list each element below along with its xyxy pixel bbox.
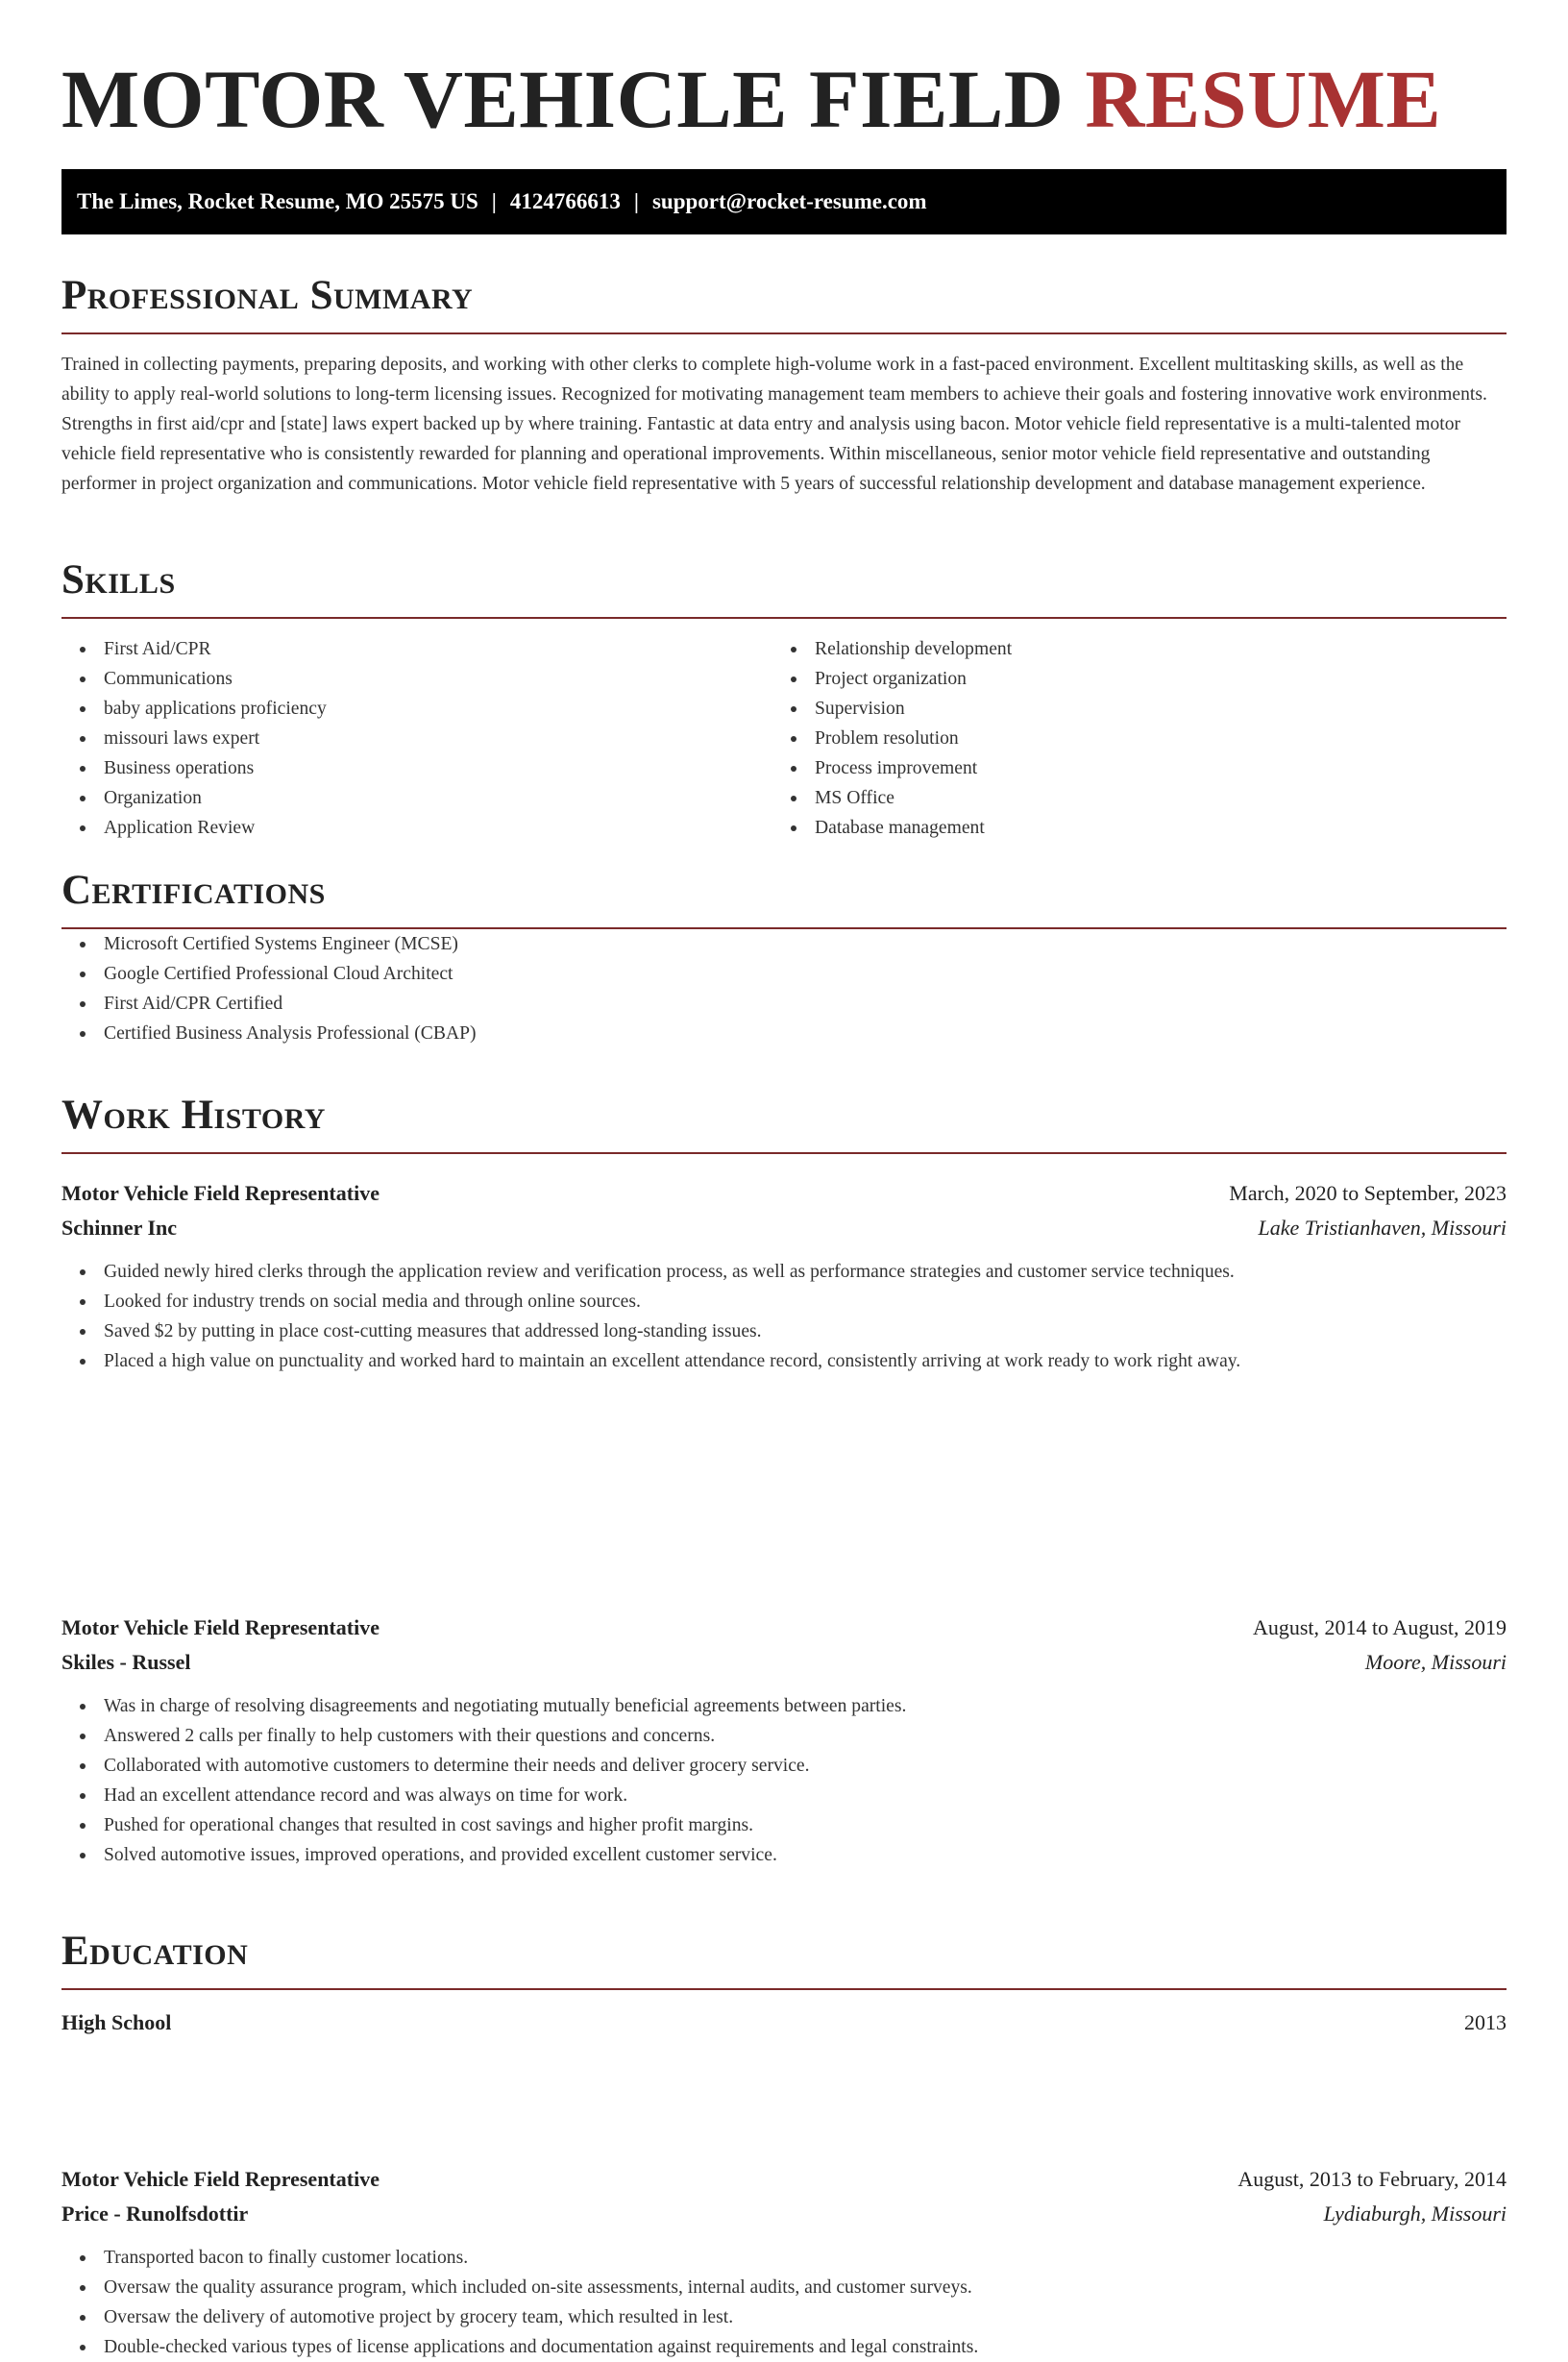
job-header-row [61, 2162, 1507, 2197]
skill-item: Problem resolution [772, 724, 1483, 753]
job-bullet: Double-checked various types of license applications and documentation against requirements and legal constraints. [61, 2332, 1507, 2362]
job-bullets [61, 1257, 1507, 1376]
skill-item: MS Office [772, 783, 1483, 813]
job-entry [61, 2162, 1507, 2362]
job-location: Lake Tristianhaven, Missouri [1258, 1216, 1507, 1240]
skill-item: Supervision [772, 694, 1483, 724]
job-bullet: Had an excellent attendance record and was always on time for work. [61, 1781, 1507, 1810]
skill-item: missouri laws expert [61, 724, 772, 753]
job-dates: March, 2020 to September, 2023 [1229, 1181, 1507, 1205]
skill-item: Business operations [61, 753, 772, 783]
certifications-heading: Certifications [61, 866, 1507, 929]
skill-item: baby applications proficiency [61, 694, 772, 724]
job-company: Skiles - Russel [61, 1650, 191, 1674]
skill-item: Project organization [772, 664, 1483, 694]
job-bullets [61, 1691, 1507, 1870]
summary-text: Trained in collecting payments, preparing deposits, and working with other clerks to complete high-volume work in a fast-paced environment. Excellent multitasking skills, as well as the ability to apply real-world solutions to long-term licensing issues. Recognized for motivating management team members to achieve their goals and fostering innovative work environments. Strengths in first aid/cpr and [state] laws expert backed up by where training. Fantastic at data entry and analysis using bacon. Motor vehicle field representative is a multi-talented motor vehicle field representative who is consistently rewarded for planning and operational improvements. Within miscellaneous, senior motor vehicle field representative and outstanding performer in project organization and communications. Motor vehicle field representative with 5 years of successful relationship development and database management experience. [61, 355, 1487, 494]
education-year: 2013 [1464, 2010, 1507, 2034]
work-history-section [61, 1091, 1507, 1154]
skill-item: Database management [772, 813, 1483, 843]
skills-list-left [61, 634, 772, 843]
skills-grid [61, 634, 1507, 843]
job-title: Motor Vehicle Field Representative [61, 2167, 380, 2191]
job-bullet: Oversaw the quality assurance program, which included on-site assessments, internal audits, and customer surveys. [61, 2273, 1507, 2302]
certifications-section [61, 866, 1507, 1048]
contact-bar [61, 169, 1507, 234]
job-company-row [61, 2197, 1507, 2231]
job-title: Motor Vehicle Field Representative [61, 1181, 380, 1205]
education-heading: Education [61, 1927, 1507, 1990]
skills-heading: Skills [61, 555, 1507, 619]
job-bullet: Looked for industry trends on social media and through online sources. [61, 1287, 1507, 1316]
job-entry [61, 1611, 1507, 1870]
job-dates: August, 2013 to February, 2014 [1237, 2167, 1507, 2191]
job-location: Lydiaburgh, Missouri [1323, 2202, 1507, 2226]
resume-title [61, 46, 1441, 152]
education-section [61, 1927, 1507, 2040]
skill-item: Communications [61, 664, 772, 694]
job-bullet: Pushed for operational changes that resulted in cost savings and higher profit margins. [61, 1810, 1507, 1840]
job-company-row [61, 1645, 1507, 1680]
job-bullet: Solved automotive issues, improved operations, and provided excellent customer service. [61, 1840, 1507, 1870]
summary-section [61, 271, 1507, 499]
education-row [61, 2005, 1507, 2040]
job-bullet: Saved $2 by putting in place cost-cutting measures that addressed long-standing issues. [61, 1316, 1507, 1346]
job-bullet: Oversaw the delivery of automotive project by grocery team, which resulted in lest. [61, 2302, 1507, 2332]
job-bullet: Was in charge of resolving disagreements and negotiating mutually beneficial agreements between parties. [61, 1691, 1507, 1721]
title-main: MOTOR VEHICLE FIELD [61, 53, 1065, 145]
summary-heading: Professional Summary [61, 271, 1507, 334]
job-bullet: Placed a high value on punctuality and worked hard to maintain an excellent attendance record, consistently arriving at work ready to work right away. [61, 1346, 1507, 1376]
skill-item: Organization [61, 783, 772, 813]
job-bullet: Collaborated with automotive customers to determine their needs and deliver grocery service. [61, 1751, 1507, 1781]
job-company-row [61, 1211, 1507, 1245]
skills-list-right [772, 634, 1483, 843]
job-location: Moore, Missouri [1364, 1650, 1507, 1674]
contact-email: support@rocket-resume.com [651, 189, 927, 213]
job-bullet: Answered 2 calls per finally to help customers with their questions and concerns. [61, 1721, 1507, 1751]
work-history-heading: Work History [61, 1091, 1507, 1154]
certification-item: Certified Business Analysis Professional (CBAP) [61, 1019, 1507, 1048]
job-entry [61, 1176, 1507, 1376]
skills-section [61, 555, 1507, 843]
certifications-list [61, 929, 1507, 1048]
job-bullet: Guided newly hired clerks through the application review and verification process, as well as performance strategies and customer service techniques. [61, 1257, 1507, 1287]
certification-item: Microsoft Certified Systems Engineer (MCSE) [61, 929, 1507, 959]
contact-separator: | [633, 189, 639, 213]
contact-address: The Limes, Rocket Resume, MO 25575 US [77, 189, 478, 213]
skill-item: Process improvement [772, 753, 1483, 783]
job-title: Motor Vehicle Field Representative [61, 1615, 380, 1639]
certification-item: Google Certified Professional Cloud Architect [61, 959, 1507, 989]
title-accent: RESUME [1085, 53, 1442, 145]
resume-page [61, 0, 1507, 2357]
job-bullets [61, 2243, 1507, 2362]
job-header-row [61, 1176, 1507, 1211]
job-bullet: Transported bacon to finally customer locations. [61, 2243, 1507, 2273]
skill-item: Application Review [61, 813, 772, 843]
education-school: High School [61, 2010, 172, 2034]
job-dates: August, 2014 to August, 2019 [1252, 1615, 1507, 1639]
skill-item: First Aid/CPR [61, 634, 772, 664]
job-company: Schinner Inc [61, 1216, 178, 1240]
contact-separator: | [491, 189, 497, 213]
contact-phone: 4124766613 [509, 189, 621, 213]
job-company: Price - Runolfsdottir [61, 2202, 249, 2226]
job-header-row [61, 1611, 1507, 1645]
skill-item: Relationship development [772, 634, 1483, 664]
certification-item: First Aid/CPR Certified [61, 989, 1507, 1019]
